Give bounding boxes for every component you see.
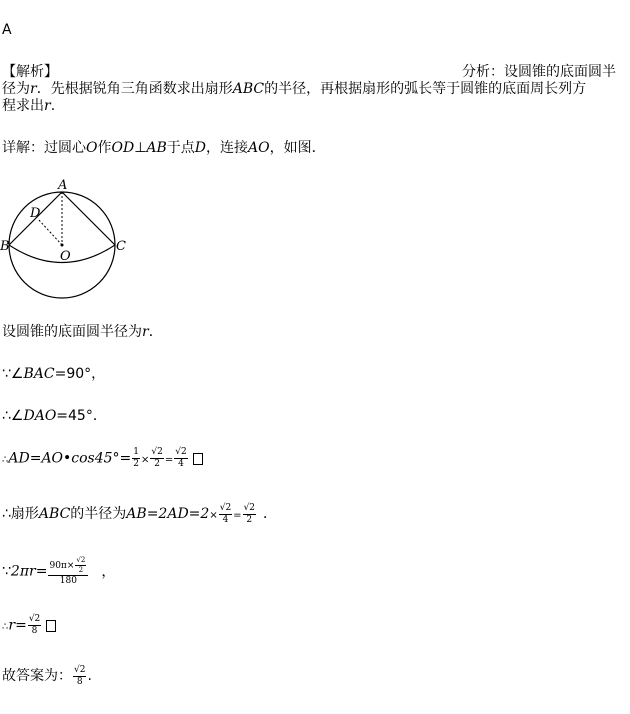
var-r: r (30, 81, 37, 97)
step-7 (2, 615, 56, 636)
step-3 (2, 405, 107, 425)
detail-text: 于点 (166, 140, 195, 156)
detail-text: 作 (97, 140, 112, 156)
final-answer (2, 665, 92, 687)
label-b: B (0, 239, 10, 254)
analysis-text: 径为 (2, 81, 30, 97)
fraction-sqrt2-8 (28, 615, 41, 636)
numerator: √2 (243, 502, 256, 513)
step-text: ， (101, 563, 116, 580)
ad-expression: AD=AO•cos45°= (8, 450, 132, 467)
denominator: 8 (31, 626, 38, 636)
because-symbol: ∵ (2, 366, 11, 382)
var-o: O (86, 140, 98, 156)
fraction-sqrt2-4 (174, 448, 187, 469)
var-r: r (142, 324, 149, 340)
var-abc: ABC (232, 81, 265, 97)
step-text: 的半径为 (70, 506, 127, 522)
label-d: D (30, 206, 41, 221)
angle-symbol: ∠ (10, 366, 24, 382)
segment-ac (62, 192, 115, 245)
answer-letter: A (2, 22, 12, 38)
var-ao: AO (248, 140, 270, 156)
step-text: 扇形 (10, 506, 39, 522)
var-bac: BAC (23, 366, 55, 382)
denominator: 8 (76, 676, 83, 687)
therefore-symbol: ∴ (2, 454, 9, 466)
var-od: OD (111, 140, 135, 156)
analysis-text-1: 设圆锥的底面圆半 (504, 64, 616, 80)
equals-symbol: = (233, 510, 242, 521)
numerator: √2 (151, 447, 163, 457)
denominator: 2 (246, 514, 253, 525)
fraction-1-2 (132, 448, 140, 469)
angle-symbol: ∠ (10, 408, 24, 424)
label-o: O (60, 249, 71, 264)
step-1 (2, 321, 163, 341)
denominator: 4 (178, 459, 184, 469)
therefore-symbol: ∴ (2, 506, 11, 522)
segment-od (38, 219, 62, 245)
missing-glyph-box (193, 453, 203, 465)
equals-symbol: = (35, 563, 48, 580)
fraction-sqrt2-4 (219, 504, 232, 525)
final-fraction (73, 666, 86, 687)
times-symbol: × (209, 510, 218, 521)
arc-length-fraction (48, 557, 88, 586)
var-r: r (8, 617, 16, 634)
ab-expression: AB=2AD=2 (126, 506, 210, 522)
analysis-text: 程求出 (2, 98, 44, 114)
step-4 (2, 448, 203, 469)
denominator: 180 (59, 576, 77, 586)
equals-symbol: = (164, 454, 174, 466)
inner-fraction (75, 557, 86, 574)
step-text: ． (92, 408, 107, 424)
therefore-symbol: ∴ (2, 621, 9, 633)
geometry-figure (0, 175, 135, 305)
denominator: 2 (154, 459, 161, 469)
detail-line (2, 137, 326, 157)
numerator: √2 (219, 502, 232, 513)
label-a: A (58, 178, 68, 193)
detail-text: ，连接 (206, 140, 249, 156)
denominator: 2 (133, 459, 140, 469)
analysis-line-3 (2, 95, 55, 115)
numerator-text: 90π× (49, 561, 75, 571)
numerator: √2 (175, 447, 187, 457)
analysis-line-2 (2, 78, 586, 98)
final-label: 故答案为： (2, 668, 72, 684)
var-r: r (44, 98, 51, 114)
angle-value: =90° (54, 366, 92, 382)
denominator: 2 (78, 566, 84, 574)
times-symbol: × (141, 454, 150, 466)
step-text: . (87, 668, 92, 684)
analysis-label: 分析： (462, 64, 504, 80)
step-text: ． (148, 324, 163, 340)
because-symbol: ∵ (2, 563, 11, 580)
step-2 (2, 363, 105, 383)
center-point-o (61, 244, 64, 247)
label-c: C (116, 239, 126, 254)
fraction-sqrt2-2 (150, 448, 163, 469)
arc-numerator (48, 557, 88, 574)
analysis-text: . (50, 98, 56, 114)
equals-symbol: = (15, 617, 27, 634)
circumference-expression: 2πr (10, 563, 36, 580)
numerator: √2 (76, 556, 86, 564)
numerator: √2 (28, 614, 41, 624)
analysis-text: ．先根据锐角三角函数求出扇形 (36, 81, 233, 97)
analysis-text: 的半径，再根据扇形的弧长等于圆锥的底面周长列方 (264, 81, 587, 97)
section-label: 【解析】 (2, 64, 58, 80)
fraction-sqrt2-2 (243, 504, 256, 525)
denominator: 4 (222, 514, 229, 525)
var-abc: ABC (38, 506, 71, 522)
detail-text: ，如图． (269, 140, 326, 156)
angle-value: =45° (56, 408, 93, 424)
var-d: D (194, 140, 207, 156)
step-6 (2, 557, 115, 586)
step-5 (2, 503, 277, 525)
missing-glyph-box (46, 620, 56, 632)
perp-symbol: ⊥ (134, 140, 147, 156)
numerator: √2 (74, 664, 86, 675)
step-text: ， (91, 366, 106, 382)
therefore-symbol: ∴ (2, 408, 11, 424)
step-text: 设圆锥的底面圆半径为 (2, 324, 142, 340)
var-dao: DAO (23, 408, 57, 424)
step-text: ． (263, 506, 278, 522)
numerator: 1 (133, 447, 140, 457)
var-ab: AB (146, 140, 167, 156)
detail-text: 详解：过圆心 (2, 140, 86, 156)
